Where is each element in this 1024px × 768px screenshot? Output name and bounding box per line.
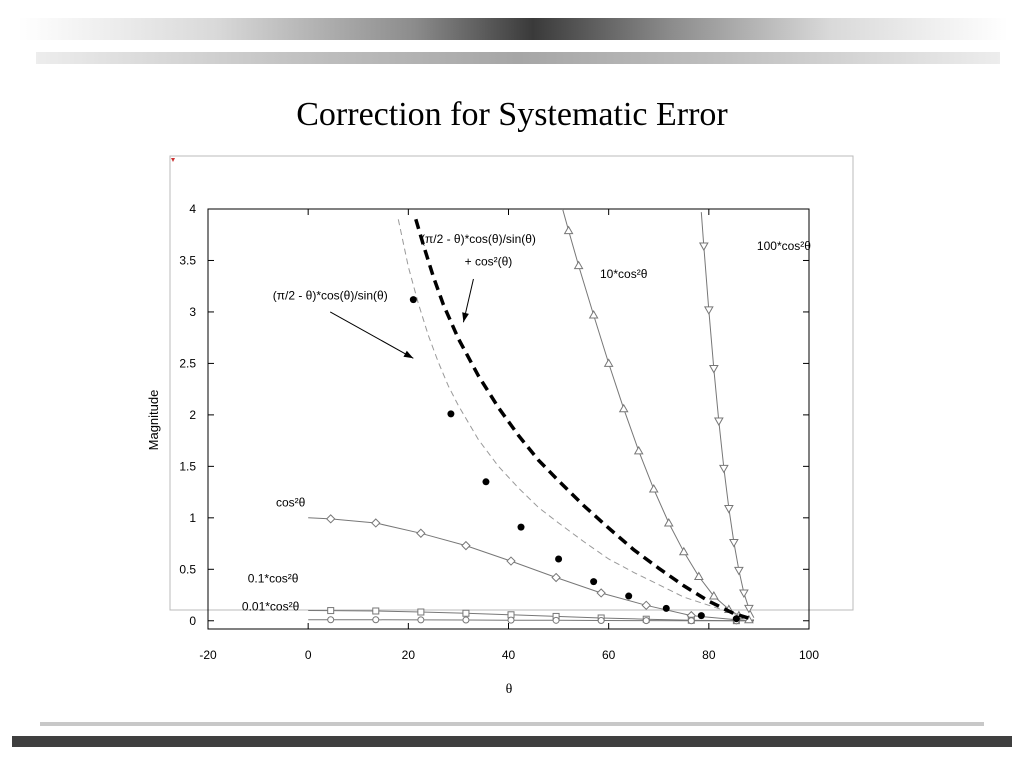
ann-01cos2: 0.1*cos²θ: [247, 571, 299, 586]
data-point: [725, 506, 733, 513]
data-point: [417, 529, 425, 537]
data-point: [518, 524, 525, 531]
y-axis-label: Magnitude: [146, 389, 161, 451]
data-point: [680, 548, 688, 555]
x-tick-label: 20: [401, 648, 416, 662]
series-3: [563, 209, 754, 623]
data-point: [735, 567, 743, 574]
footer-decor-line: [40, 722, 984, 726]
series-7: [410, 296, 740, 622]
ann-f2-line1: (π/2 - θ)*cos(θ)/sin(θ): [420, 231, 536, 246]
data-point: [328, 608, 334, 614]
footer-decor-band: [12, 736, 1012, 747]
data-point: [700, 243, 708, 250]
data-point: [733, 615, 740, 622]
x-axis-label: θ: [505, 682, 513, 697]
annotation-arrow-line: [330, 312, 413, 358]
ann-100cos2: 100*cos²θ: [756, 239, 811, 254]
slide-title: Correction for Systematic Error: [296, 96, 728, 133]
data-point: [688, 618, 694, 624]
data-point: [625, 593, 632, 600]
series-line: [308, 518, 754, 621]
data-point: [598, 617, 604, 623]
data-point: [663, 605, 670, 612]
data-point: [740, 590, 748, 597]
data-point: [715, 418, 723, 425]
y-tick-label: 1: [189, 510, 196, 525]
data-point: [372, 519, 380, 527]
data-point: [650, 485, 658, 492]
ann-cos2: cos²θ: [275, 495, 306, 510]
data-point: [698, 612, 705, 619]
ann-10cos2: 10*cos²θ: [600, 266, 648, 281]
data-point: [418, 609, 424, 615]
data-point: [665, 519, 673, 526]
data-point: [643, 618, 649, 624]
data-point: [328, 617, 334, 623]
data-point: [730, 540, 738, 547]
y-tick-label: 3.5: [179, 253, 196, 268]
data-point: [463, 610, 469, 616]
data-point: [553, 617, 559, 623]
x-tick-label: -20: [199, 648, 217, 662]
ann-f1: (π/2 - θ)*cos(θ)/sin(θ): [272, 288, 388, 303]
data-point: [710, 366, 718, 373]
data-point: [373, 617, 379, 623]
data-point: [720, 465, 728, 472]
ann-f2-line2: + cos²(θ): [464, 254, 513, 269]
data-point: [605, 359, 613, 366]
y-tick-label: 4: [189, 202, 196, 216]
data-point: [705, 307, 713, 314]
y-tick-label: 2.5: [179, 356, 196, 371]
annotation-arrowhead: [403, 351, 413, 359]
x-tick-label: 60: [601, 648, 616, 662]
data-point: [410, 296, 417, 303]
y-tick-label: 2: [189, 407, 196, 422]
data-point: [565, 227, 573, 234]
data-point: [597, 589, 605, 597]
data-point: [555, 556, 562, 563]
data-point: [447, 410, 454, 417]
data-point: [635, 447, 643, 454]
y-tick-label: 0: [189, 613, 196, 628]
data-point: [695, 573, 703, 580]
data-point: [463, 617, 469, 623]
series-2: [308, 617, 754, 624]
data-point: [482, 478, 489, 485]
data-point: [373, 608, 379, 614]
x-tick-label: 0: [304, 648, 312, 662]
series-line: [701, 212, 754, 618]
y-tick-label: 1.5: [179, 459, 196, 474]
x-tick-label: 40: [501, 648, 516, 662]
chart-corner-icon: [171, 158, 175, 162]
data-point: [590, 578, 597, 585]
series-line: [563, 209, 754, 621]
series-5: [398, 219, 754, 619]
chart-frame: [170, 156, 853, 610]
x-tick-label: 100: [798, 648, 820, 662]
data-point: [575, 262, 583, 269]
y-tick-label: 3: [189, 304, 196, 319]
data-point: [552, 574, 560, 582]
annotation-arrowhead: [462, 312, 469, 322]
data-point: [642, 601, 650, 609]
x-tick-label: 80: [702, 648, 716, 662]
y-tick-label: 0.5: [179, 562, 196, 577]
data-point: [418, 617, 424, 623]
series-4: [700, 212, 754, 618]
data-point: [508, 617, 514, 623]
ann-001cos2: 0.01*cos²θ: [241, 599, 300, 614]
data-point: [620, 405, 628, 412]
data-point: [590, 311, 598, 318]
plot-area: [179, 202, 819, 662]
data-point: [507, 557, 515, 565]
series-0: [308, 515, 754, 624]
data-point: [745, 605, 753, 612]
data-point: [327, 515, 335, 523]
series-line: [398, 219, 754, 619]
data-point: [462, 542, 470, 550]
